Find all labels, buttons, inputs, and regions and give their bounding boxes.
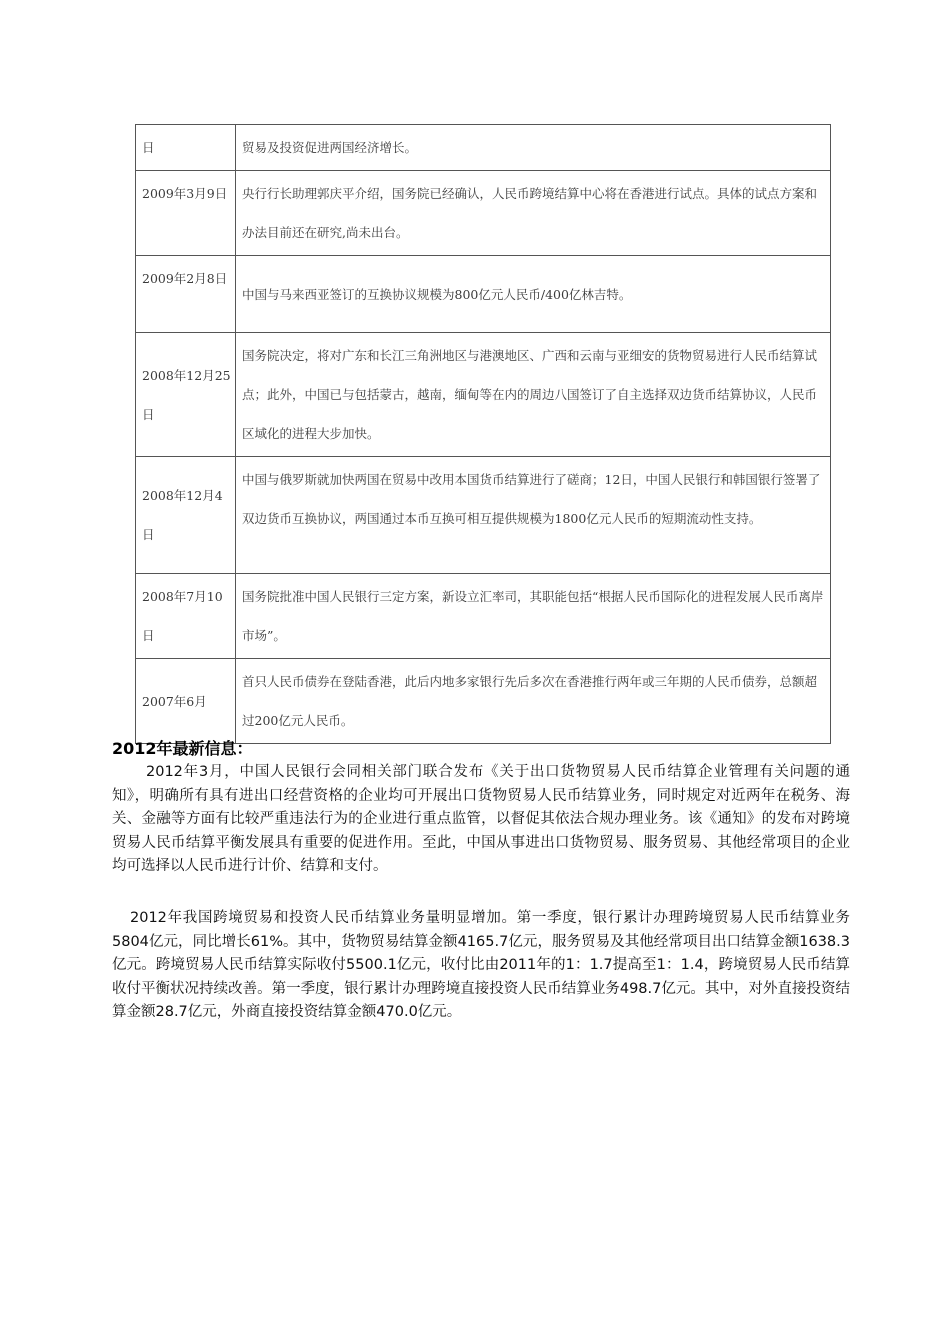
table-row [136,457,831,574]
section-heading: 2012年最新信息： [112,739,253,758]
date-cell: 2009年3月9日 [136,171,236,256]
paragraph: 2012年3月，中国人民银行会同相关部门联合发布《关于出口货物贸易人民币结算企业管理有关问题的通知》，明确所有具有进出口经营资格的企业均可开展出口货物贸易人民币结算业务，同时规定对近两年在税务、海关、金融等方面有比较严重违法行为的企业进行重点监管，以督促其依法合规办理业务。该《通知》的发布对跨境贸易人民币结算平衡发展具有重要的促进作用。至此，中国从事进出口货物贸易、服务贸易、其他经常项目的企业均可选择以人民币进行计价、结算和支付。 [112,764,850,874]
event-cell: 中国与马来西亚签订的互换协议规模为800亿元人民币/400亿林吉特。 [236,256,831,333]
event-cell: 国务院批准中国人民银行三定方案，新设立汇率司，其职能包括“根据人民币国际化的进程发展人民币离岸市场”。 [236,574,831,659]
date-cell: 2009年2月8日 [136,256,236,333]
event-cell: 首只人民币债券在登陆香港，此后内地多家银行先后多次在香港推行两年或三年期的人民币债券，总额超过200亿元人民币。 [236,659,831,744]
date-cell: 2008年7月10日 [136,574,236,659]
date-cell: 2008年12月4日 [136,457,236,574]
table-row [136,659,831,744]
event-cell: 中国与俄罗斯就加快两国在贸易中改用本国货币结算进行了磋商；12日，中国人民银行和韩国银行签署了双边货币互换协议，两国通过本币互换可相互提供规模为1800亿元人民币的短期流动性支持。 [236,457,831,574]
table-row [136,256,831,333]
event-cell: 国务院决定，将对广东和长江三角洲地区与港澳地区、广西和云南与亚细安的货物贸易进行人民币结算试点；此外，中国已与包括蒙古，越南，缅甸等在内的周边八国签订了自主选择双边货币结算协议，人民币区域化的进程大步加快。 [236,333,831,457]
paragraph: 2012年我国跨境贸易和投资人民币结算业务量明显增加。第一季度，银行累计办理跨境贸易人民币结算业务5804亿元，同比增长61%。其中，货物贸易结算金额4165.7亿元，服务贸易及其他经常项目出口结算金额1638.3亿元。跨境贸易人民币结算实际收付5500.1亿元，收付比由2011年的1：1.7提高至1：1.4，跨境贸易人民币结算收付平衡状况持续改善。第一季度，银行累计办理跨境直接投资人民币结算业务498.7亿元。其中，对外直接投资结算金额28.7亿元，外商直接投资结算金额470.0亿元。 [112,910,850,1020]
date-cell: 2007年6月 [136,659,236,744]
table-row [136,333,831,457]
table-row [136,574,831,659]
table-row [136,171,831,256]
date-cell: 2008年12月25日 [136,333,236,457]
timeline-table [135,124,831,744]
event-cell: 央行行长助理郭庆平介绍，国务院已经确认，人民币跨境结算中心将在香港进行试点。具体的试点方案和办法目前还在研究,尚未出台。 [236,171,831,256]
event-cell: 贸易及投资促进两国经济增长。 [236,125,831,171]
date-cell: 日 [136,125,236,171]
table-row [136,125,831,171]
